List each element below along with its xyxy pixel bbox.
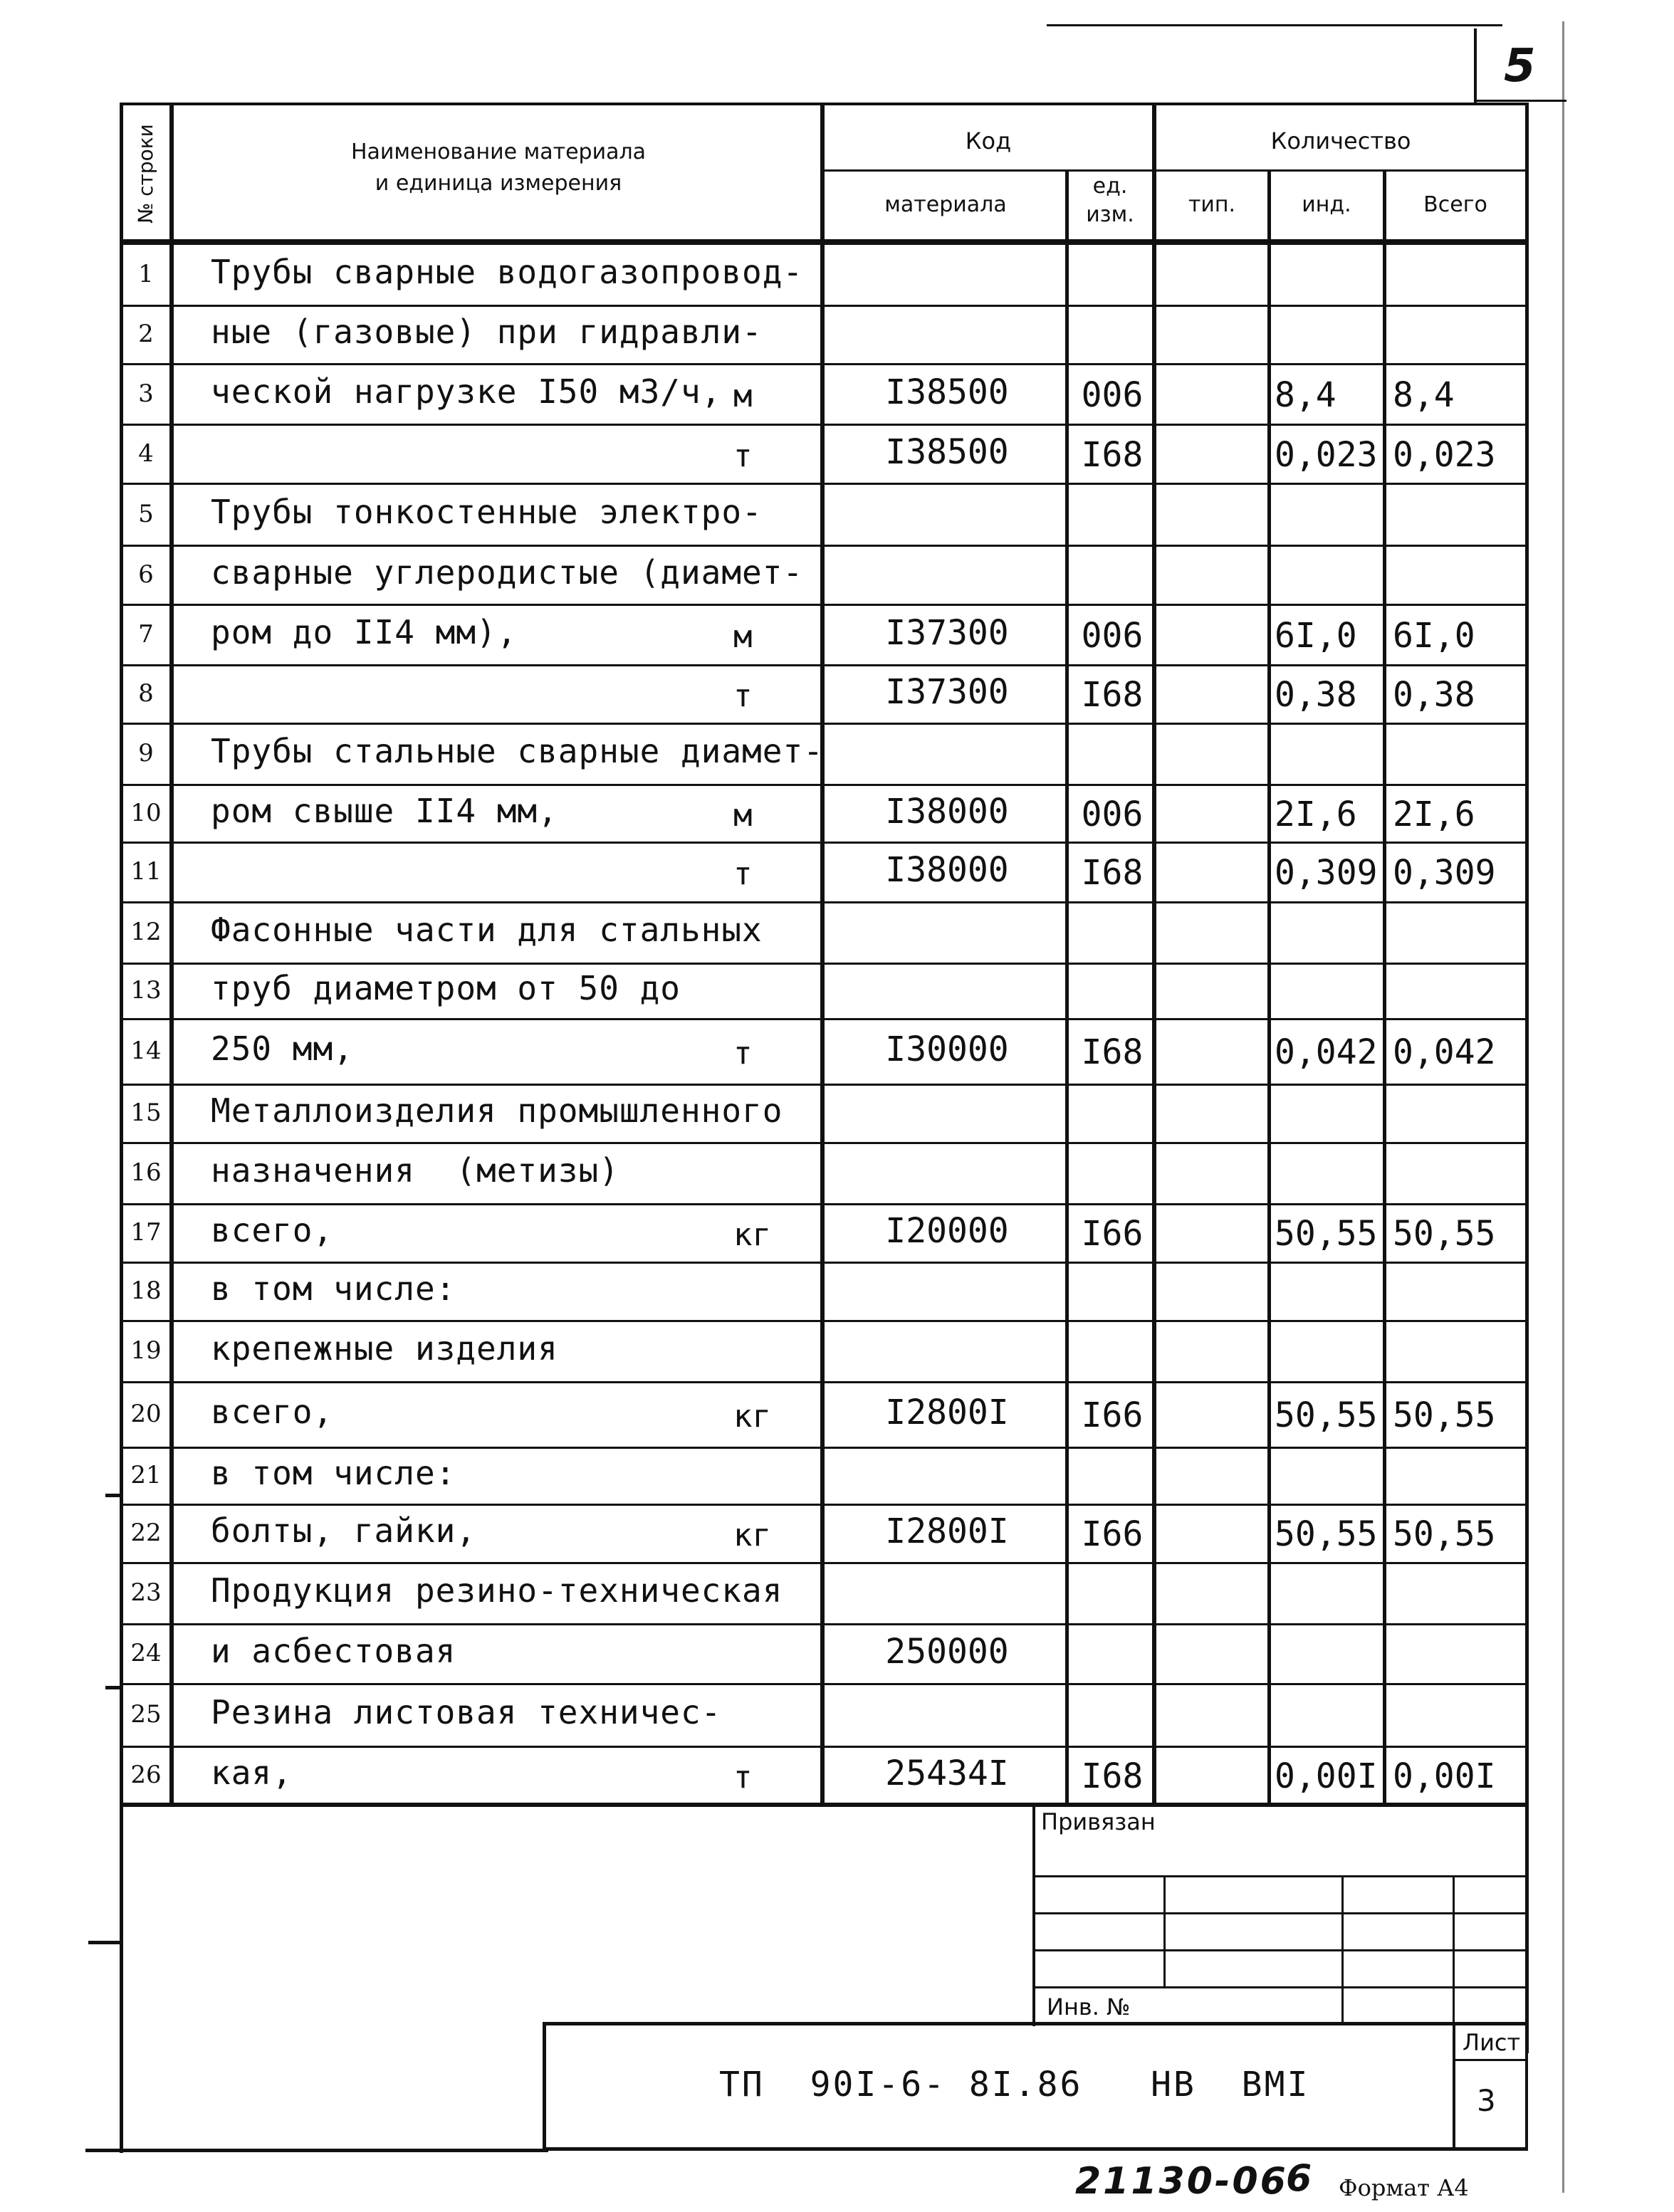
row-number: 9: [138, 739, 154, 767]
quantity-ind: 0,309: [1275, 853, 1378, 893]
material-name: назначения (метизы): [211, 1151, 619, 1190]
quantity-total: 6I,0: [1393, 615, 1475, 656]
unit-code: I68: [1081, 1032, 1144, 1072]
quantity-ind: 0,00I: [1275, 1756, 1378, 1796]
stamp-vline-2: [1341, 1875, 1344, 2025]
material-name: крепежные изделия: [211, 1329, 558, 1368]
right-edge-line: [1562, 21, 1564, 2193]
header-material-name: Наименование материала и единица измерения: [350, 140, 647, 196]
row-divider: [120, 1381, 1528, 1383]
material-code: I38500: [885, 431, 1009, 472]
header-qty-typ: тип.: [1188, 192, 1236, 217]
row-divider: [120, 305, 1528, 307]
unit-code: I68: [1081, 1756, 1144, 1796]
material-name: Трубы сварные водогазопровод-: [211, 253, 804, 291]
row-number: 18: [130, 1277, 162, 1305]
material-code: I37300: [885, 672, 1009, 712]
col-line-code-unit: [1065, 171, 1069, 1805]
unit-code: 006: [1081, 794, 1144, 834]
material-name: ческой нагрузке I50 м3/ч,: [211, 372, 722, 411]
material-unit: кг: [733, 1217, 771, 1253]
row-number: 11: [130, 857, 162, 886]
material-unit: м: [733, 797, 753, 834]
row-divider: [120, 784, 1528, 786]
corner-box-bottom: [1474, 100, 1566, 102]
row-divider: [120, 363, 1528, 365]
corner-box-left: [1474, 28, 1477, 103]
row-number: 23: [130, 1578, 162, 1607]
row-number: 5: [138, 499, 154, 528]
material-name: и асбестовая: [211, 1632, 456, 1670]
row-divider: [120, 1683, 1528, 1685]
row-number: 16: [130, 1158, 162, 1187]
quantity-ind: 2I,6: [1275, 794, 1357, 834]
material-code: I38000: [885, 791, 1009, 832]
material-unit: т: [733, 678, 753, 714]
row-number: 12: [130, 918, 162, 946]
row-number: 4: [138, 439, 154, 468]
quantity-total: 50,55: [1393, 1214, 1496, 1254]
material-unit: т: [733, 1759, 753, 1796]
stamp-main-left: [543, 2022, 546, 2150]
header-row-no: № строки: [134, 124, 157, 224]
table-body-bottom: [120, 1803, 1528, 1807]
row-divider: [120, 424, 1528, 426]
top-border-line: [1047, 24, 1502, 26]
header-subdivider: [820, 169, 1528, 172]
stamp-right: [1525, 2022, 1528, 2150]
stamp-sheet-left: [1453, 2022, 1455, 2150]
row-divider: [120, 1447, 1528, 1449]
col-line-typ-ind: [1267, 171, 1271, 1805]
stamp-sheet-divider: [1453, 2059, 1528, 2061]
row-divider: [120, 901, 1528, 903]
stamp-sheet-number: 3: [1477, 2083, 1496, 2118]
material-code: I2800I: [885, 1511, 1009, 1551]
material-code: I38500: [885, 372, 1009, 412]
stamp-main-top: [543, 2022, 1528, 2025]
row-divider: [120, 1746, 1528, 1748]
row-divider: [120, 1504, 1528, 1506]
quantity-total: 0,042: [1393, 1032, 1496, 1072]
row-number: 15: [130, 1099, 162, 1127]
material-code: I2800I: [885, 1393, 1009, 1432]
row-number: 1: [138, 260, 154, 288]
material-name: Резина листовая техничес-: [211, 1693, 722, 1731]
stamp-privyazan-label: Привязан: [1041, 1808, 1156, 1835]
row-divider: [120, 1084, 1528, 1086]
material-name: кая,: [211, 1754, 293, 1792]
material-name: ром свыше II4 мм,: [211, 791, 558, 830]
row-divider: [120, 963, 1528, 965]
quantity-ind: 50,55: [1275, 1395, 1378, 1435]
row-number: 17: [130, 1218, 162, 1247]
unit-code: I68: [1081, 853, 1144, 893]
stamp-sheet-label: Лист: [1463, 2029, 1521, 2056]
unit-code: I66: [1081, 1214, 1144, 1254]
stamp-vline-3: [1453, 1875, 1455, 2025]
row-divider: [120, 1203, 1528, 1205]
stamp-vline-1: [1163, 1875, 1166, 1986]
col-line-ind-total: [1383, 171, 1386, 1805]
row-divider: [120, 1320, 1528, 1322]
material-name: 250 мм,: [211, 1029, 354, 1068]
header-code-material: материала: [884, 192, 1007, 217]
row-number: 22: [130, 1519, 162, 1547]
row-number: 20: [130, 1400, 162, 1428]
material-name: Фасонные части для стальных: [211, 911, 763, 949]
row-number: 6: [138, 560, 154, 589]
material-code: I20000: [885, 1211, 1009, 1251]
quantity-ind: 50,55: [1275, 1214, 1378, 1254]
row-divider: [120, 1623, 1528, 1625]
unit-code: 006: [1081, 615, 1144, 656]
quantity-total: 0,00I: [1393, 1756, 1496, 1796]
material-unit: т: [733, 437, 753, 474]
material-code: I38000: [885, 850, 1009, 890]
margin-mark: [105, 1494, 122, 1497]
header-qty-ind: инд.: [1302, 192, 1351, 217]
material-code: 25434I: [885, 1754, 1009, 1793]
material-name: ные (газовые) при гидравли-: [211, 313, 763, 351]
frame-left: [120, 103, 123, 2153]
material-code: I30000: [885, 1029, 1009, 1069]
header-code-unit: ед. изм.: [1086, 174, 1134, 227]
quantity-ind: 0,38: [1275, 675, 1357, 715]
row-number: 7: [138, 619, 154, 649]
unit-code: I68: [1081, 434, 1144, 475]
handwritten-page-number: 6: [1286, 2157, 1312, 2200]
col-line-rownum: [169, 103, 174, 1805]
quantity-ind: 0,023: [1275, 434, 1378, 475]
row-number: 21: [130, 1461, 162, 1489]
row-number: 19: [130, 1336, 162, 1365]
quantity-total: 2I,6: [1393, 794, 1475, 834]
quantity-total: 50,55: [1393, 1395, 1496, 1435]
material-code: 250000: [885, 1632, 1009, 1672]
row-divider: [120, 545, 1528, 547]
format-label: Формат А4: [1339, 2174, 1469, 2201]
row-number: 13: [130, 976, 162, 1005]
row-divider: [120, 664, 1528, 666]
stamp-inv-no-label: Инв. №: [1047, 1993, 1131, 2020]
row-number: 10: [130, 798, 162, 827]
margin-mark: [105, 1686, 122, 1689]
handwritten-archive-number: 21130-06: [1075, 2160, 1288, 2203]
row-number: 14: [130, 1037, 162, 1065]
material-unit: кг: [733, 1517, 771, 1553]
unit-code: I66: [1081, 1514, 1144, 1554]
col-line-name: [820, 103, 825, 1805]
unit-code: I68: [1081, 675, 1144, 715]
stamp-main-bottom: [543, 2147, 1528, 2151]
row-divider: [120, 842, 1528, 844]
row-divider: [120, 1562, 1528, 1564]
quantity-total: 50,55: [1393, 1514, 1496, 1554]
material-unit: т: [733, 1035, 753, 1071]
material-unit: м: [733, 618, 753, 655]
quantity-total: 8,4: [1393, 374, 1455, 415]
material-name: всего,: [211, 1393, 334, 1431]
row-divider: [120, 723, 1528, 725]
material-name: сварные углеродистые (диамет-: [211, 552, 804, 592]
quantity-ind: 6I,0: [1275, 615, 1357, 656]
material-unit: м: [733, 377, 753, 414]
row-divider: [120, 604, 1528, 606]
quantity-total: 0,38: [1393, 675, 1475, 715]
unit-code: 006: [1081, 374, 1144, 415]
row-number: 24: [130, 1639, 162, 1667]
row-number: 8: [138, 679, 154, 708]
quantity-ind: 50,55: [1275, 1514, 1378, 1554]
quantity-ind: 0,042: [1275, 1032, 1378, 1072]
row-divider: [120, 1018, 1528, 1020]
material-name: болты, гайки,: [211, 1511, 477, 1550]
material-name: Продукция резино-техническая: [211, 1571, 783, 1610]
row-divider: [120, 1262, 1528, 1264]
material-code: I37300: [885, 612, 1009, 653]
quantity-total: 0,309: [1393, 853, 1496, 893]
row-divider: [120, 1142, 1528, 1144]
row-divider: [120, 483, 1528, 485]
frame-bottom-left: [85, 2149, 548, 2152]
quantity-ind: 8,4: [1275, 374, 1336, 415]
row-number: 25: [130, 1700, 162, 1729]
unit-code: I66: [1081, 1395, 1144, 1435]
stamp-privyazan-left: [1032, 1805, 1035, 2026]
row-number: 3: [138, 379, 154, 408]
header-code: Код: [965, 127, 1012, 154]
quantity-total: 0,023: [1393, 434, 1496, 475]
material-name: всего,: [211, 1211, 334, 1249]
margin-mark: [88, 1941, 122, 1944]
header-qty-total: Всего: [1423, 192, 1487, 217]
material-name: Трубы стальные сварные диамет-: [211, 732, 824, 770]
document-code: ТП 90I-6- 8I.86 НВ ВМI: [719, 2065, 1310, 2104]
material-name: Металлоизделия промышленного: [211, 1091, 783, 1130]
row-number: 2: [138, 320, 154, 348]
material-unit: т: [733, 856, 753, 892]
material-name: труб диаметром от 50 до: [211, 969, 681, 1007]
material-name: ром до II4 мм),: [211, 612, 518, 651]
sheet-corner-number: 5: [1504, 40, 1536, 93]
header-quantity: Количество: [1270, 127, 1411, 154]
material-name: в том числе:: [211, 1269, 456, 1308]
row-number: 26: [130, 1761, 162, 1789]
material-unit: кг: [733, 1398, 771, 1435]
material-name: в том числе:: [211, 1454, 456, 1492]
material-name: Трубы тонкостенные электро-: [211, 492, 763, 531]
